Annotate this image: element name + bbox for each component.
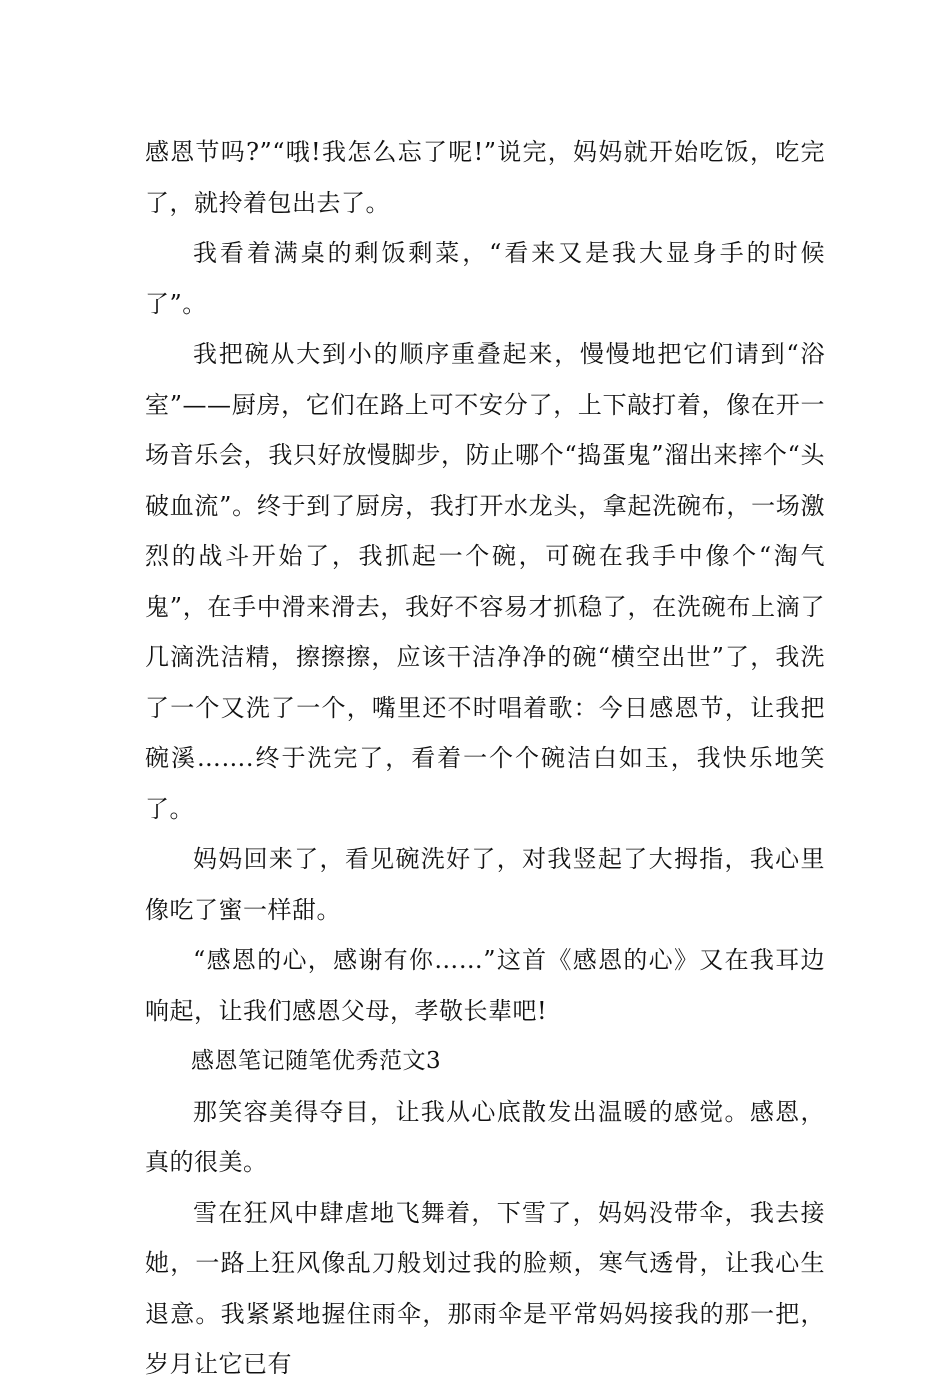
paragraph: 妈妈回来了，看见碗洗好了，对我竖起了大拇指，我心里像吃了蜜一样甜。 — [145, 845, 825, 924]
section-heading: 感恩笔记随笔优秀范文3 — [191, 1048, 442, 1074]
paragraph: “感恩的心，感谢有你……”这首《感恩的心》又在我耳边响起，让我们感恩父母，孝敬长辈吧! — [145, 946, 825, 1025]
document-body — [145, 127, 825, 1390]
paragraph: 我看着满桌的剩饭剩菜，“看来又是我大显身手的时候了”。 — [145, 239, 825, 318]
paragraph: 感恩节吗?”“哦!我怎么忘了呢!”说完，妈妈就开始吃饭，吃完了，就拎着包出去了。 — [145, 138, 825, 217]
paragraph: 雪在狂风中肆虐地飞舞着，下雪了，妈妈没带伞，我去接她，一路上狂风像乱刀般划过我的脸颊，寒气透骨，让我心生退意。我紧紧地握住雨伞，那雨伞是平常妈妈接我的那一把，岁月让它已有 — [145, 1198, 825, 1378]
paragraph: 我把碗从大到小的顺序重叠起来，慢慢地把它们请到“浴室”——厨房，它们在路上可不安分了，上下敲打着，像在开一场音乐会，我只好放慢脚步，防止哪个“捣蛋鬼”溜出来摔个“头破血流”。终于到了厨房，我打开水龙头，拿起洗碗布，一场激烈的战斗开始了，我抓起一个碗，可碗在我手中像个“淘气鬼”，在手中滑来滑去，我好不容易才抓稳了，在洗碗布上滴了几滴洗洁精，擦擦擦，应该干洁净净的碗“横空出世”了，我洗了一个又洗了一个，嘴里还不时唱着歌：今日感恩节，让我把碗溪…….终于洗完了，看着一个个碗洁白如玉，我快乐地笑了。 — [145, 340, 825, 823]
paragraph: 那笑容美得夺目，让我从心底散发出温暖的感觉。感恩，真的很美。 — [145, 1097, 825, 1176]
